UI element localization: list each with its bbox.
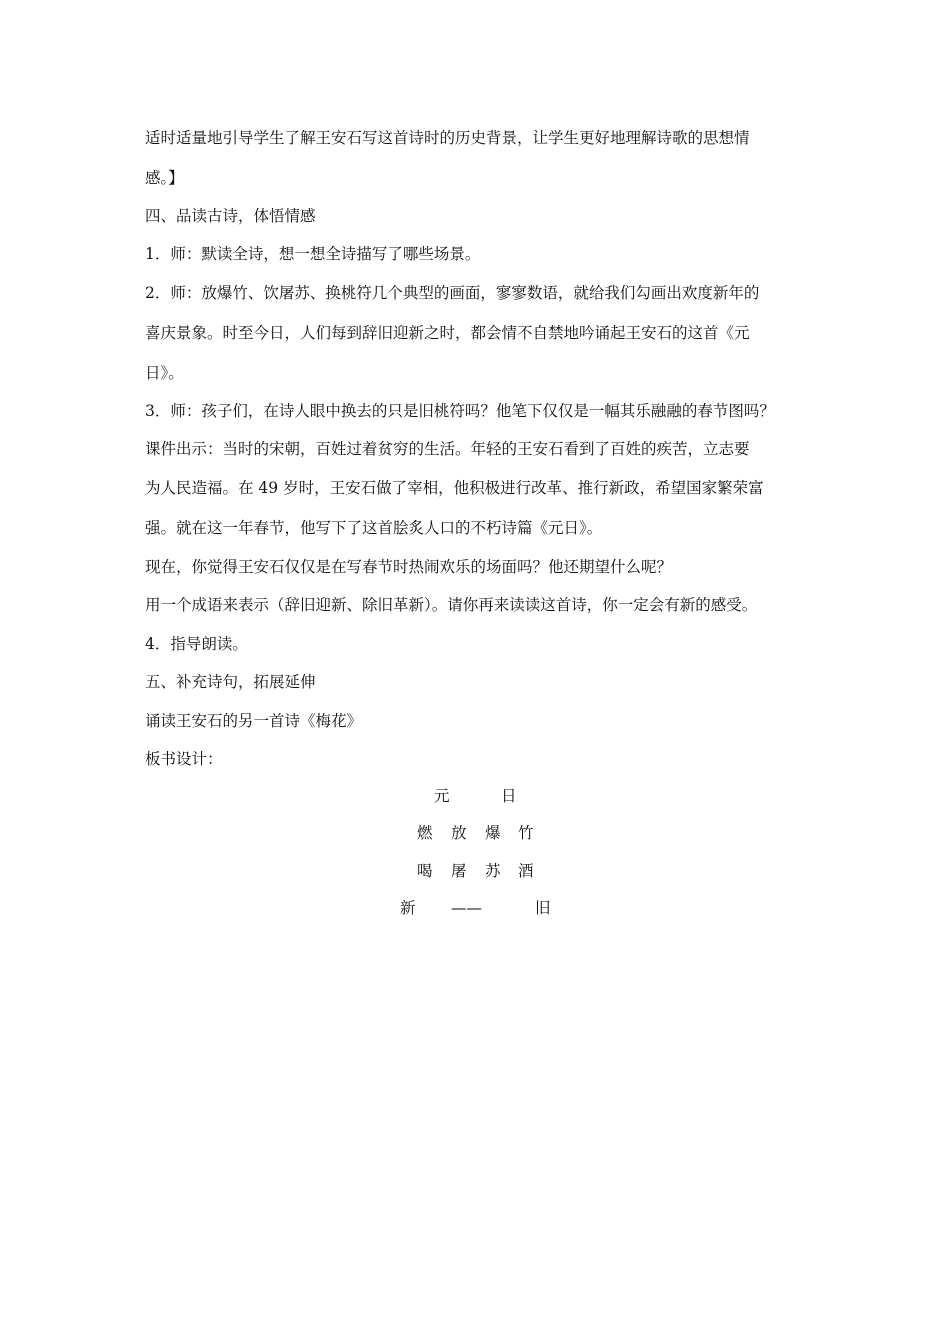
- step-item: 3．师：孩子们，在诗人眼中换去的只是旧桃符吗？他笔下仅仅是一幅其乐融融的春节图吗？: [145, 402, 775, 420]
- step-item: 2．师：放爆竹、饮屠苏、换桃符几个典型的画面，寥寥数语，就给我们勾画出欢度新年的: [145, 284, 760, 302]
- board-title-char: 日: [501, 787, 517, 805]
- board-row1-char: 竹: [518, 824, 534, 842]
- board-row3-dash: ——: [451, 899, 482, 917]
- paragraph-line: 用一个成语来表示（辞旧迎新、除旧革新）。请你再来读读这首诗，你一定会有新的感受。: [145, 596, 758, 614]
- section-heading: 四、品读古诗，体悟情感: [145, 207, 316, 225]
- section-heading: 五、补充诗句，拓展延伸: [145, 673, 316, 691]
- paragraph-line: 强。就在这一年春节，他写下了这首脍炙人口的不朽诗篇《元日》。: [145, 519, 603, 537]
- paragraph-line: 日》。: [145, 364, 184, 382]
- board-title-char: 元: [434, 787, 450, 805]
- board-row1-char: 燃: [417, 824, 433, 842]
- board-row1-char: 爆: [485, 824, 501, 842]
- step-item: 1．师：默读全诗，想一想全诗描写了哪些场景。: [145, 245, 481, 263]
- paragraph-line: 适时适量地引导学生了解王安石写这首诗时的历史背景，让学生更好地理解诗歌的思想情: [145, 129, 750, 147]
- board-row2-char: 屠: [451, 862, 467, 880]
- board-row1-char: 放: [451, 824, 467, 842]
- board-row3-char: 新: [400, 899, 416, 917]
- board-row2-char: 苏: [485, 862, 501, 880]
- paragraph-line: 感。】: [145, 169, 184, 187]
- board-design-label: 板书设计：: [145, 750, 223, 768]
- step-item: 4．指导朗读。: [145, 635, 248, 653]
- board-row3-char: 旧: [535, 899, 551, 917]
- paragraph-line: 为人民造福。在 49 岁时，王安石做了宰相，他积极进行改革、推行新政，希望国家繁荣富: [145, 479, 764, 497]
- paragraph-line: 现在，你觉得王安石仅仅是在写春节时热闹欢乐的场面吗？他还期望什么呢？: [145, 558, 673, 576]
- board-row2-char: 喝: [417, 862, 433, 880]
- paragraph-line: 课件出示：当时的宋朝，百姓过着贫穷的生活。年轻的王安石看到了百姓的疾苦，立志要: [145, 440, 750, 458]
- board-row2-char: 酒: [518, 862, 534, 880]
- paragraph-line: 喜庆景象。时至今日，人们每到辞旧迎新之时，都会情不自禁地吟诵起王安石的这首《元: [145, 324, 750, 342]
- paragraph-line: 诵读王安石的另一首诗《梅花》: [145, 712, 363, 730]
